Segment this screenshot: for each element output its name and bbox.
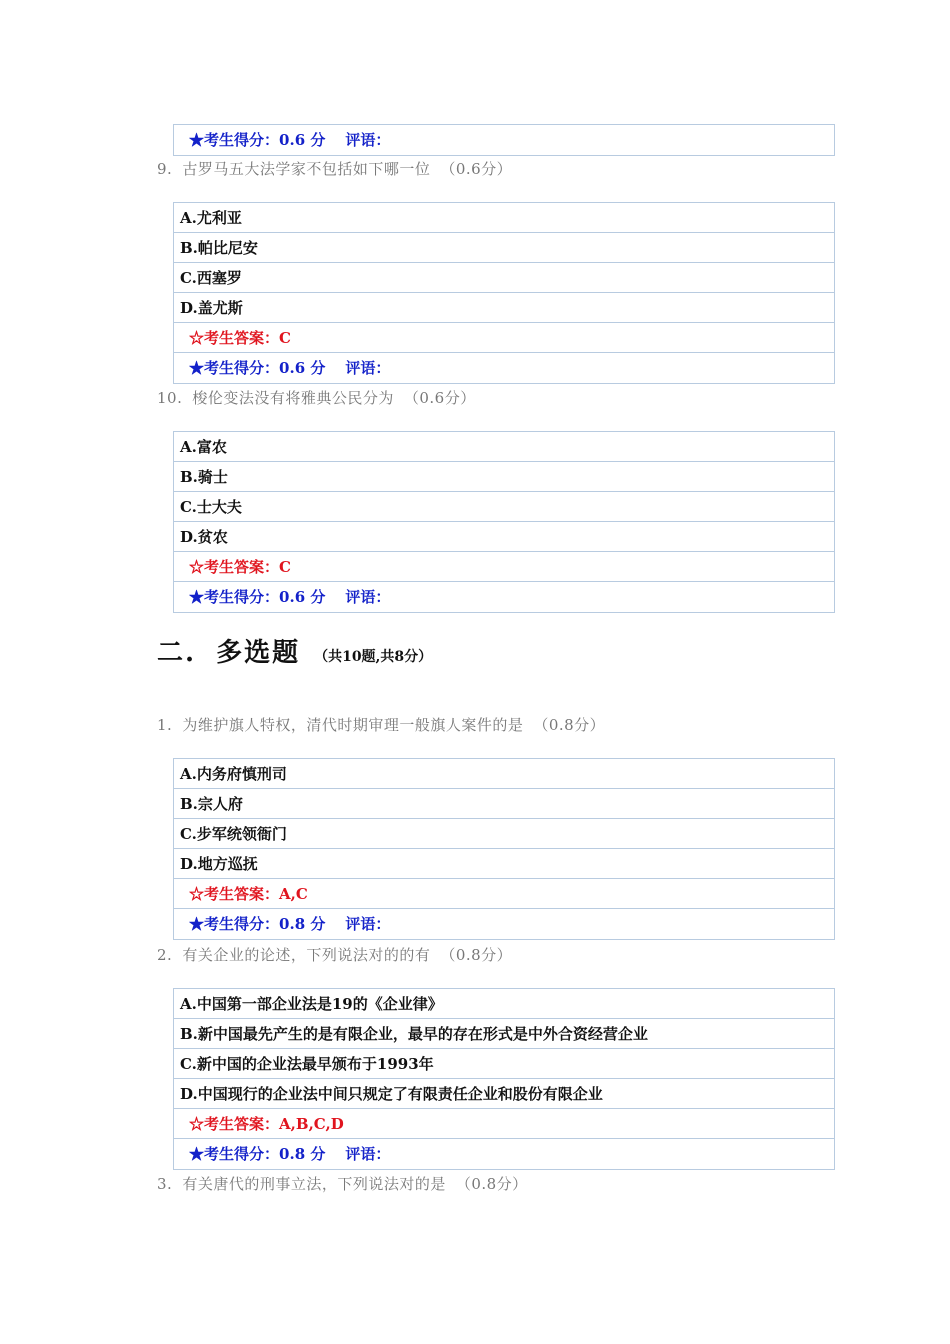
multi-question-1: 1. 为维护旗人特权，清代时期审理一般旗人案件的是 （0.8分） <box>157 716 606 734</box>
score-star-icon: ★ <box>189 131 205 149</box>
option-b[interactable]: B.新中国最先产生的是有限企业，最早的存在形式是中外合资经营企业 <box>174 1019 834 1049</box>
answer-star-icon: ☆ <box>189 885 205 903</box>
option-b[interactable]: B.帕比尼安 <box>174 233 834 263</box>
section-heading: 二. 多选题 （共10题,共8分） <box>157 638 433 668</box>
question-10: 10. 梭伦变法没有将雅典公民分为 （0.6分） <box>157 389 476 407</box>
question-9: 9. 古罗马五大法学家不包括如下哪一位 （0.6分） <box>157 160 513 178</box>
multi-question-2: 2. 有关企业的论述，下列说法对的的有 （0.8分） <box>157 946 513 964</box>
answer-star-icon: ☆ <box>189 1115 205 1133</box>
option-a[interactable]: A.中国第一部企业法是19的《企业律》 <box>174 989 834 1019</box>
options-box-m2 <box>173 988 835 1170</box>
score-row: ★考生得分：0.6 分 评语： <box>189 588 391 606</box>
option-b[interactable]: B.宗人府 <box>174 789 834 819</box>
option-a[interactable]: A.尤利亚 <box>174 203 834 233</box>
score-row: ★考生得分：0.8 分 评语： <box>189 1145 391 1163</box>
options-box-q10 <box>173 431 835 613</box>
option-c[interactable]: C.步军统领衙门 <box>174 819 834 849</box>
multi-question-3: 3. 有关唐代的刑事立法，下列说法对的是 （0.8分） <box>157 1175 528 1193</box>
score-star-icon: ★ <box>189 1145 205 1163</box>
score-star-icon: ★ <box>189 588 205 606</box>
options-box-q9 <box>173 202 835 384</box>
option-a[interactable]: A.富农 <box>174 432 834 462</box>
answer-star-icon: ☆ <box>189 329 205 347</box>
score-box-prev <box>173 124 835 156</box>
answer-star-icon: ☆ <box>189 558 205 576</box>
score-star-icon: ★ <box>189 359 205 377</box>
option-a[interactable]: A.内务府慎刑司 <box>174 759 834 789</box>
answer-row: ☆考生答案：A,B,C,D <box>174 1109 834 1139</box>
score-row: ★考生得分：0.6 分 评语： <box>189 359 391 377</box>
option-d[interactable]: D.地方巡抚 <box>174 849 834 879</box>
answer-row: ☆考生答案：C <box>174 323 834 353</box>
option-c[interactable]: C.新中国的企业法最早颁布于1993年 <box>174 1049 834 1079</box>
score-star-icon: ★ <box>189 915 205 933</box>
option-c[interactable]: C.西塞罗 <box>174 263 834 293</box>
score-row: ★考生得分：0.6 分 评语： <box>189 131 391 149</box>
option-c[interactable]: C.士大夫 <box>174 492 834 522</box>
answer-row: ☆考生答案：C <box>174 552 834 582</box>
score-row: ★考生得分：0.8 分 评语： <box>189 915 391 933</box>
answer-row: ☆考生答案：A,C <box>174 879 834 909</box>
option-d[interactable]: D.中国现行的企业法中间只规定了有限责任企业和股份有限企业 <box>174 1079 834 1109</box>
options-box-m1 <box>173 758 835 940</box>
option-d[interactable]: D.贫农 <box>174 522 834 552</box>
option-d[interactable]: D.盖尤斯 <box>174 293 834 323</box>
option-b[interactable]: B.骑士 <box>174 462 834 492</box>
